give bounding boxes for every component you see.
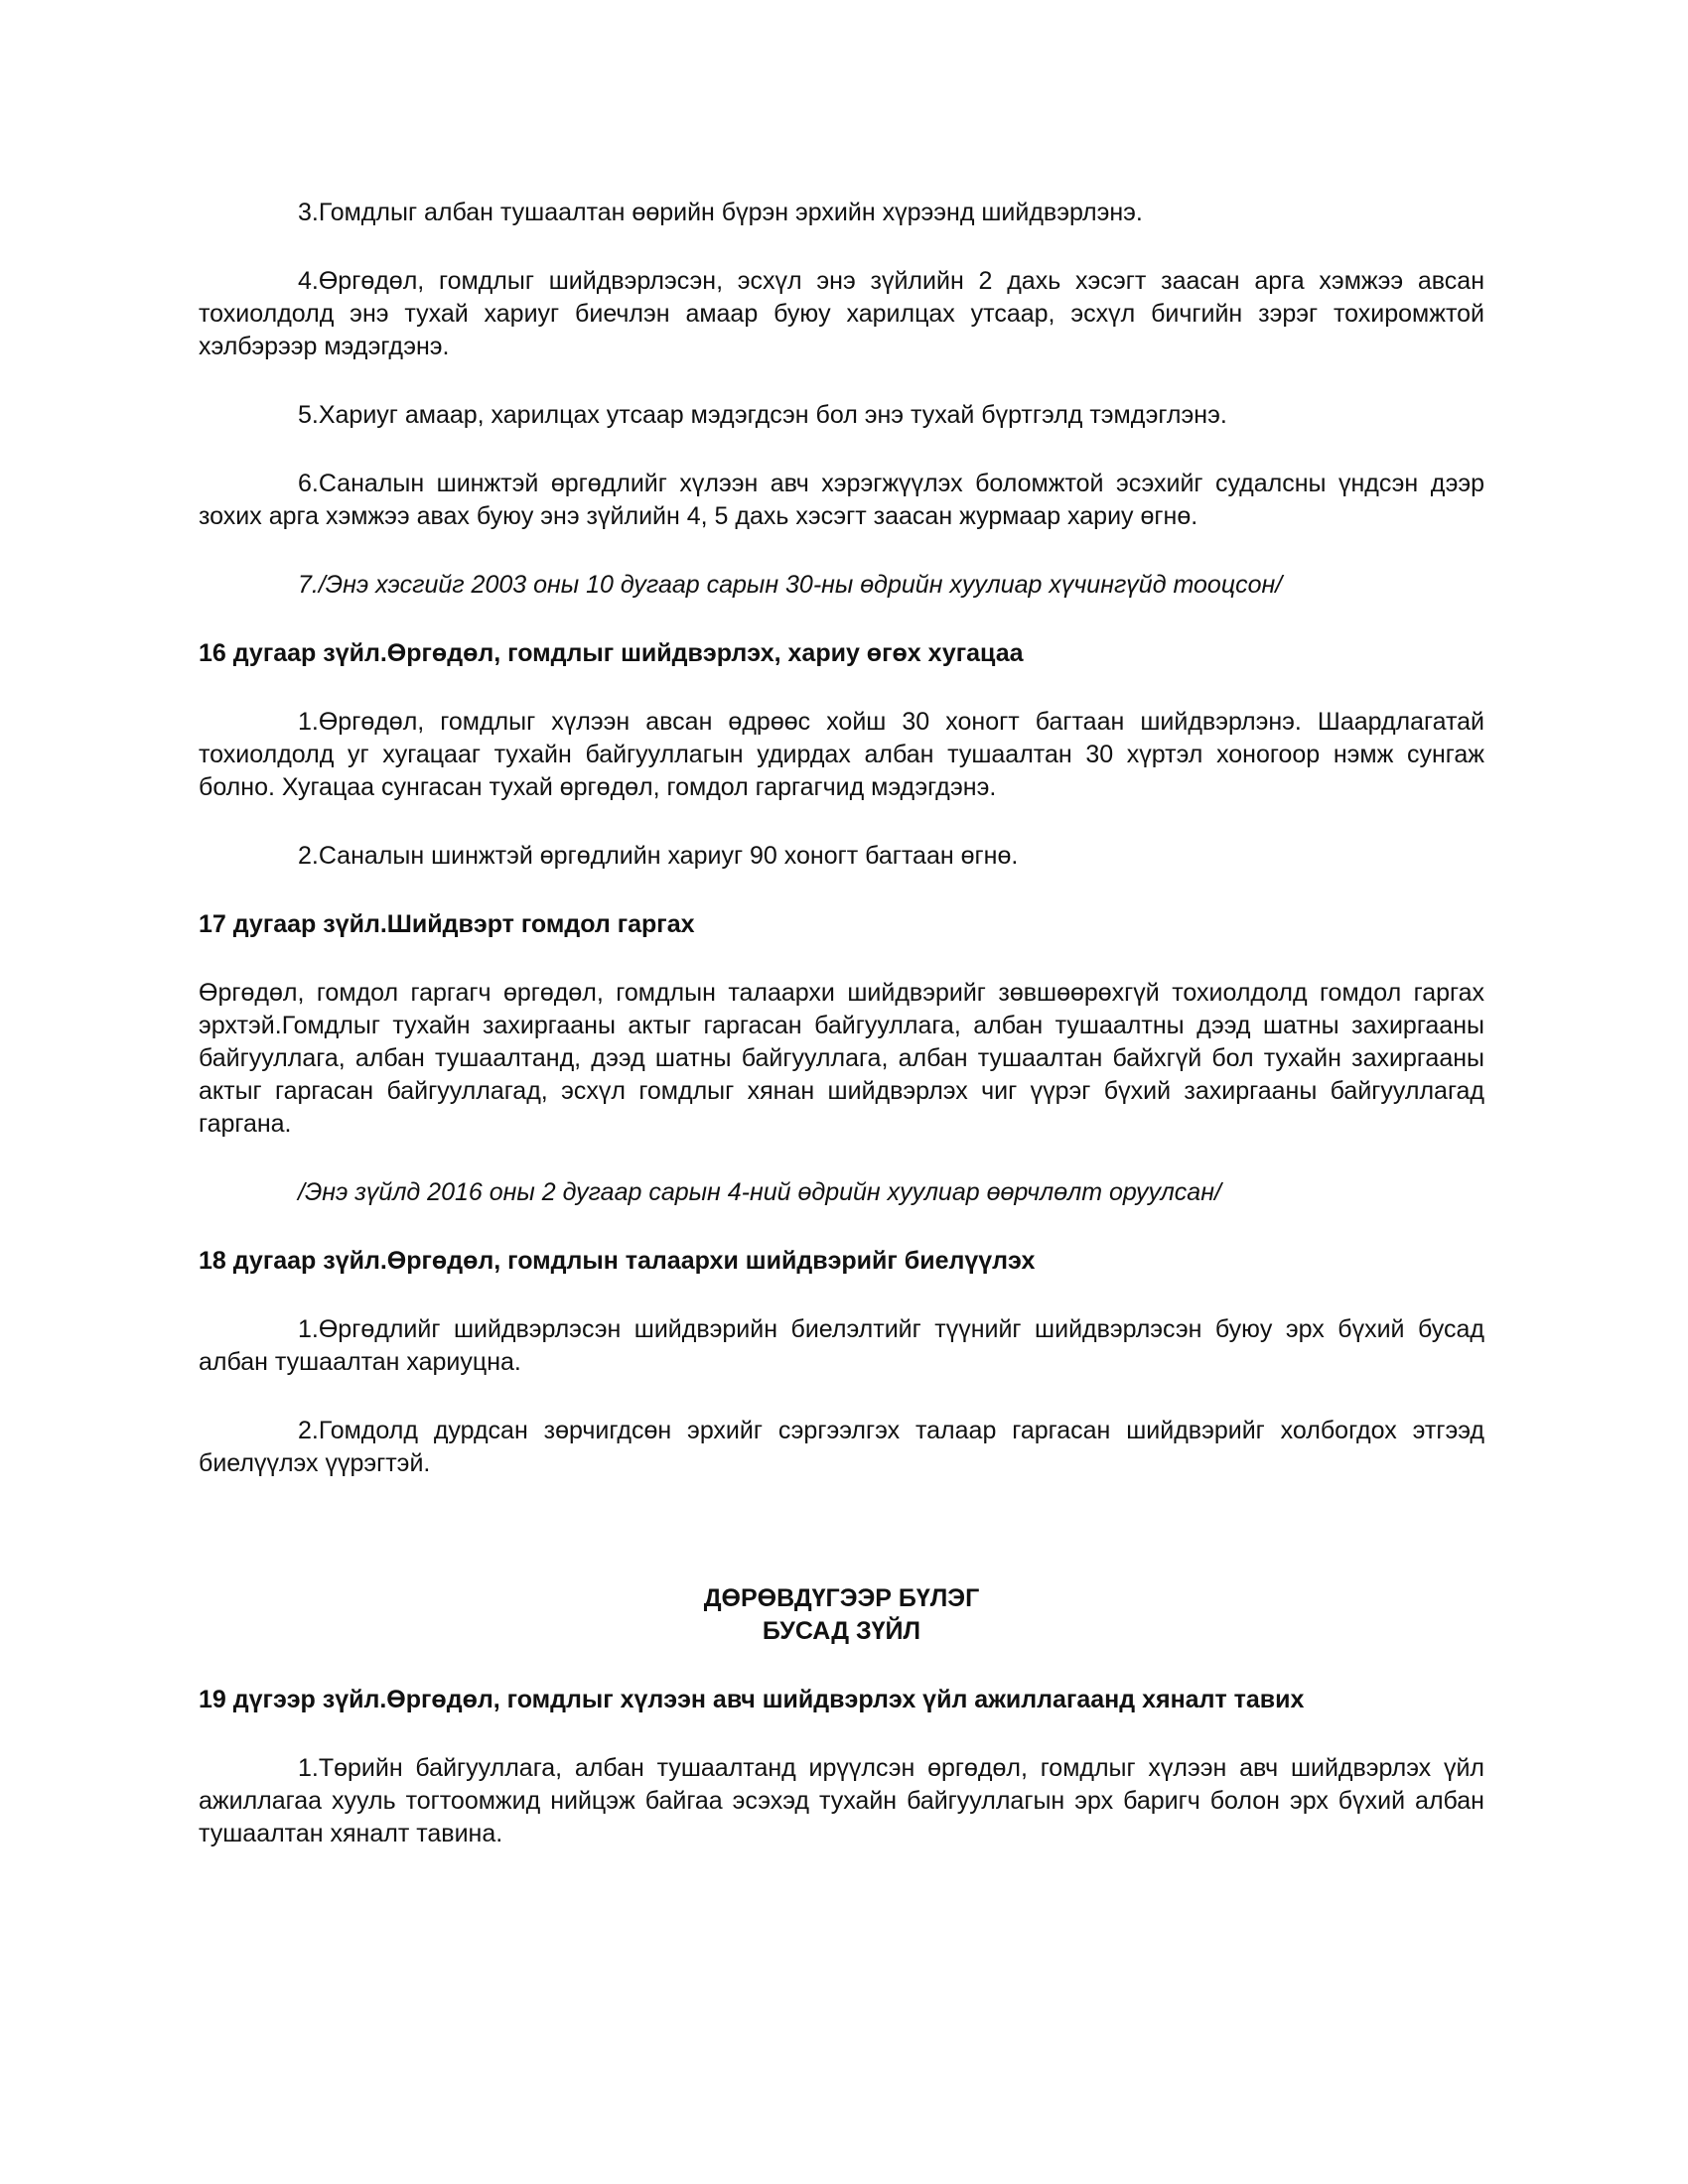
- paragraph-15-6: 6.Саналын шинжтэй өргөдлийг хүлээн авч хэрэгжүүлэх боломжтой эсэхийг судалсны үндсэн дээр зохих арга хэмжээ авах буюу энэ зүйлийн 4, 5 дахь хэсэгт заасан журмаар хариу өгнө.: [199, 470, 1484, 530]
- chapter-number: ДӨРӨВДҮГЭЭР БҮЛЭГ: [703, 1584, 980, 1612]
- paragraph-15-4: 4.Өргөдөл, гомдлыг шийдвэрлэсэн, эсхүл энэ зүйлийн 2 дахь хэсэгт заасан арга хэмжээ авсан тохиолдолд энэ тухай хариуг биечлэн амаар буюу харилцах утсаар, эсхүл бичгийн зэрэг тохиромжтой хэлбэрээр мэдэгдэнэ.: [199, 267, 1484, 360]
- paragraph-16-2: 2.Саналын шинжтэй өргөдлийн хариуг 90 хоногт багтаан өгнө.: [298, 842, 1019, 870]
- amendment-note-17: /Энэ зүйлд 2016 оны 2 дугаар сарын 4-ний өдрийн хуулиар өөрчлөлт оруулсан/: [298, 1178, 1221, 1206]
- amendment-note-15-7: 7./Энэ хэсгийг 2003 оны 10 дугаар сарын 30-ны өдрийн хуулиар хүчингүйд тооцсон/: [298, 571, 1283, 599]
- paragraph-15-5: 5.Хариуг амаар, харилцах утсаар мэдэгдсэн бол энэ тухай бүртгэлд тэмдэглэнэ.: [298, 401, 1227, 429]
- paragraph-19-1: 1.Төрийн байгууллага, албан тушаалтанд ирүүлсэн өргөдөл, гомдлыг хүлээн авч шийдвэрлэх үйл ажиллагаа хууль тогтоомжид нийцэж байгаа эсэхэд тухайн байгууллагын эрх баригч болон эрх бүхий албан тушаалтан хяналт тавина.: [199, 1754, 1484, 1847]
- article-16-heading: 16 дугаар зүйл.Өргөдөл, гомдлыг шийдвэрлэх, хариу өгөх хугацаа: [199, 639, 1024, 667]
- paragraph-18-2: 2.Гомдолд дурдсан зөрчигдсөн эрхийг сэргээлгэх талаар гаргасан шийдвэрийг холбогдох этгээд биелүүлэх үүрэгтэй.: [199, 1417, 1484, 1477]
- article-18-heading: 18 дугаар зүйл.Өргөдөл, гомдлын талаархи шийдвэрийг биелүүлэх: [199, 1247, 1036, 1275]
- paragraph-17-body: Өргөдөл, гомдол гаргагч өргөдөл, гомдлын талаархи шийдвэрийг зөвшөөрөхгүй тохиолдолд гомдол гаргах эрхтэй.Гомдлыг тухайн захиргааны актыг гаргасан байгууллага, албан тушаалтны дээд шатны захиргааны байгууллага, албан тушаалтанд, дээд шатны байгууллага, албан тушаалтан байхгүй бол тухайн захиргааны актыг гаргасан байгууллагад, эсхүл гомдлыг хянан шийдвэрлэх чиг үүрэг бүхий захиргааны байгууллагад гаргана.: [199, 979, 1484, 1138]
- document-page: [199, 197, 1484, 1886]
- paragraph-18-1: 1.Өргөдлийг шийдвэрлэсэн шийдвэрийн биелэлтийг түүнийг шийдвэрлэсэн буюу эрх бүхий бусад албан тушаалтан хариуцна.: [199, 1315, 1484, 1376]
- chapter-title: [199, 1582, 1484, 1648]
- article-17-heading: 17 дугаар зүйл.Шийдвэрт гомдол гаргах: [199, 910, 695, 938]
- article-19-heading: 19 дүгээр зүйл.Өргөдөл, гомдлыг хүлээн авч шийдвэрлэх үйл ажиллагаанд хяналт тавих: [199, 1686, 1305, 1713]
- paragraph-16-1: 1.Өргөдөл, гомдлыг хүлээн авсан өдрөөс хойш 30 хоногт багтаан шийдвэрлэнэ. Шаардлагатай тохиолдолд уг хугацааг тухайн байгууллагын удирдах албан тушаалтан 30 хүртэл хоногоор нэмж сунгаж болно. Хугацаа сунгасан тухай өргөдөл, гомдол гаргагчид мэдэгдэнэ.: [199, 708, 1484, 801]
- paragraph-15-3: 3.Гомдлыг албан тушаалтан өөрийн бүрэн эрхийн хүрээнд шийдвэрлэнэ.: [298, 199, 1143, 226]
- chapter-name: БУСАД ЗҮЙЛ: [762, 1617, 921, 1645]
